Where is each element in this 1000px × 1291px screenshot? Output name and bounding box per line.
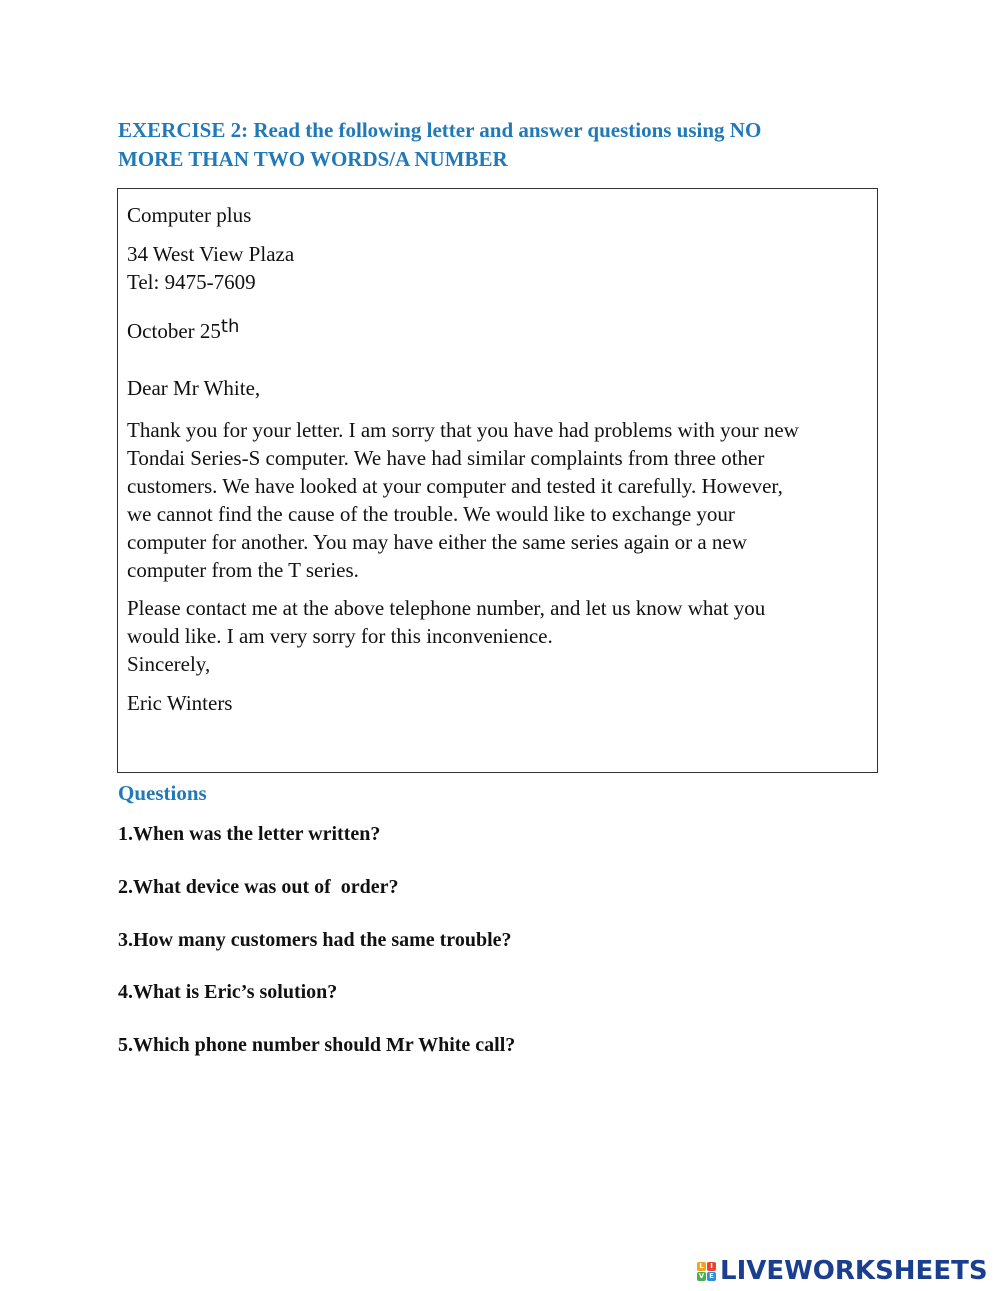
paragraph-line: computer for another. You may have either the same series again or a new [127,530,747,554]
letter-date [127,317,239,347]
logo-mark-tile: E [707,1272,716,1281]
logo-mark-tile: L [697,1262,706,1271]
question-2: 2.What device was out of order? [118,876,399,898]
logo-mark-tile: I [707,1262,716,1271]
paragraph-line: computer from the T series. [127,558,359,582]
questions-title: Questions [118,781,207,805]
letter-signature: Eric Winters [127,691,233,715]
letter-paragraph-1 [127,416,799,584]
letter-company: Computer plus [127,203,252,227]
letter-closing: Sincerely, [127,652,211,676]
paragraph-line: we cannot find the cause of the trouble. We would like to exchange your [127,502,735,526]
paragraph-line: would like. I am very sorry for this inconvenience. [127,624,553,648]
paragraph-line: customers. We have looked at your computer and tested it carefully. However, [127,474,783,498]
paragraph-line: Thank you for your letter. I am sorry that you have had problems with your new [127,418,799,442]
exercise-heading-line-2: MORE THAN TWO WORDS/A NUMBER [118,147,508,171]
letter-date-suffix: th [220,316,240,337]
letter-date-text: October 25 [127,319,221,343]
paragraph-line: Tondai Series-S computer. We have had similar complaints from three other [127,446,765,470]
logo-text: LIVEWORKSHEETS [720,1256,988,1286]
logo-mark-icon [697,1262,716,1281]
exercise-heading [118,116,898,174]
exercise-heading-line-1: EXERCISE 2: Read the following letter and answer questions using NO [118,118,762,142]
paragraph-line: Please contact me at the above telephone number, and let us know what you [127,596,766,620]
logo-mark-tile: V [698,1271,705,1280]
letter-box [117,188,878,773]
question-3: 3.How many customers had the same trouble? [118,929,512,951]
question-1: 1.When was the letter written? [118,823,381,845]
letter-telephone: Tel: 9475-7609 [127,270,256,294]
question-5: 5.Which phone number should Mr White call? [118,1034,516,1056]
letter-address-street: 34 West View Plaza [127,242,295,266]
liveworksheets-logo[interactable] [697,1255,988,1287]
letter-paragraph-2 [127,594,765,678]
letter-address [127,240,294,296]
question-4: 4.What is Eric’s solution? [118,981,338,1003]
letter-greeting: Dear Mr White, [127,376,261,400]
